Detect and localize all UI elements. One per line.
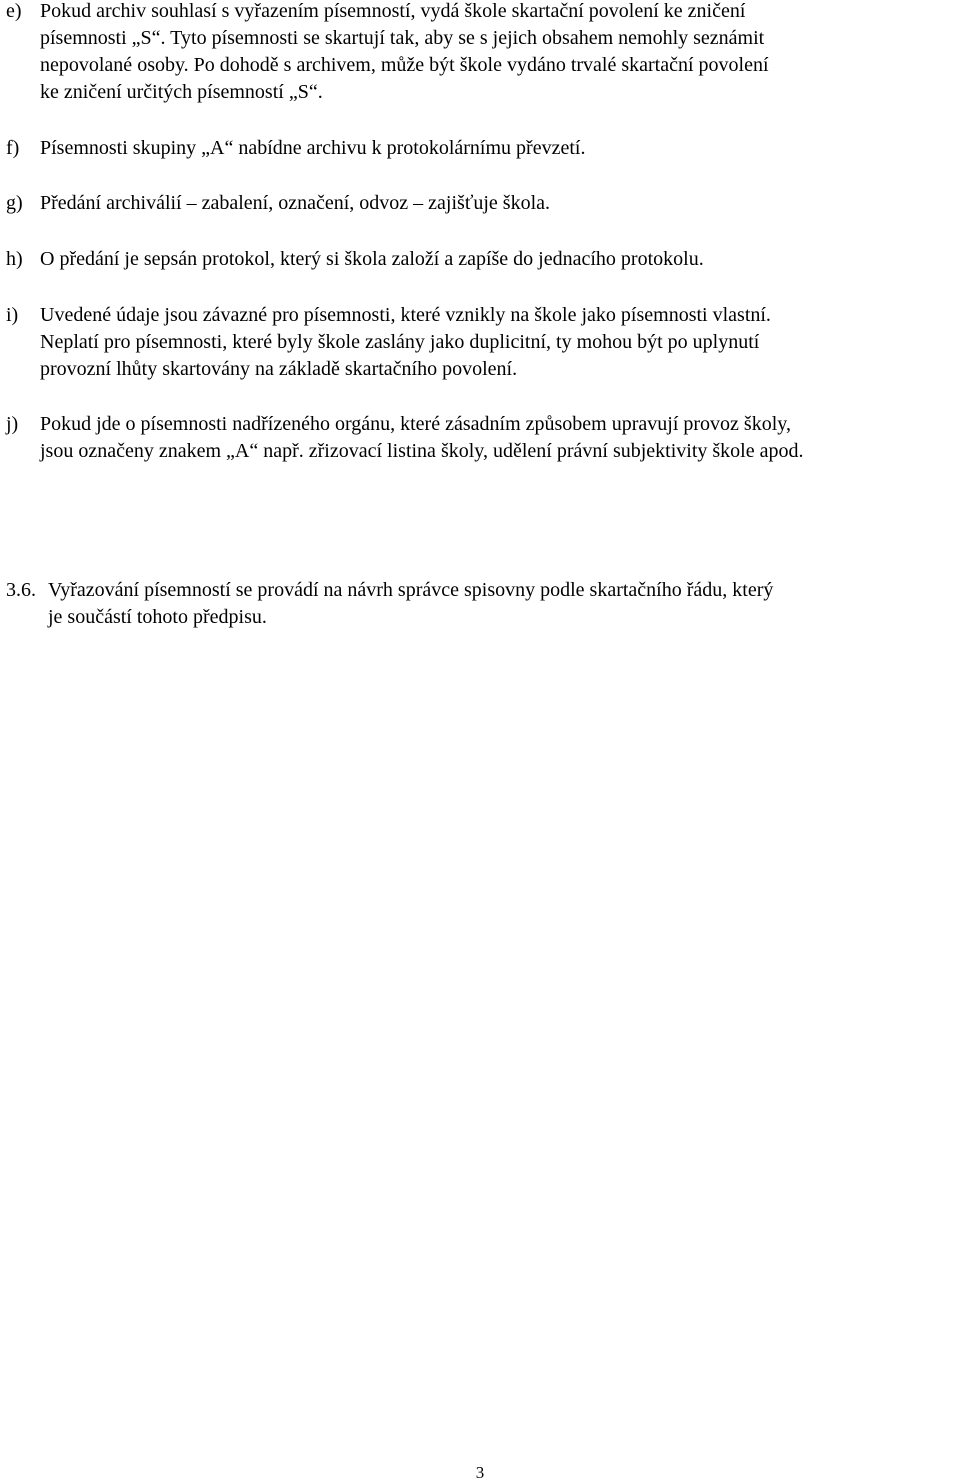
list-item-g — [6, 190, 950, 217]
paragraph-line: je součástí tohoto předpisu. — [48, 606, 267, 628]
paragraph-line: ke zničení určitých písemností „S“. — [40, 81, 323, 103]
list-item-h — [6, 246, 950, 273]
section-3-6 — [6, 577, 950, 631]
paragraph-line: jsou označeny znakem „A“ např. zřizovací listina školy, udělení právní subjektivity škole apod. — [40, 440, 804, 462]
list-marker: e) — [6, 0, 22, 22]
paragraph-line: Pokud archiv souhlasí s vyřazením písemností, vydá škole skartační povolení ke zničení — [40, 0, 746, 22]
paragraph-line: Neplatí pro písemnosti, které byly škole zaslány jako duplicitní, ty mohou být po uplynutí — [40, 331, 760, 353]
list-marker: j) — [6, 413, 19, 435]
paragraph-line: Uvedené údaje jsou závazné pro písemnosti, které vznikly na škole jako písemnosti vlastní. — [40, 304, 771, 326]
list-item-j — [6, 411, 950, 465]
list-marker: i) — [6, 304, 19, 326]
paragraph-line: Pokud jde o písemnosti nadřízeného orgánu, které zásadním způsobem upravují provoz školy, — [40, 413, 791, 435]
paragraph-line: Vyřazování písemností se provádí na návrh správce spisovny podle skartačního řádu, který — [48, 579, 774, 601]
paragraph-line: Předání archiválií – zabalení, označení, odvoz – zajišťuje škola. — [40, 192, 551, 214]
paragraph-line: nepovolané osoby. Po dohodě s archivem, může být škole vydáno trvalé skartační povolení — [40, 54, 769, 76]
list-marker: h) — [6, 248, 23, 270]
list-marker: g) — [6, 192, 23, 214]
paragraph-line: O předání je sepsán protokol, který si škola založí a zapíše do jednacího protokolu. — [40, 248, 704, 270]
paragraph-line: Písemnosti skupiny „A“ nabídne archivu k protokolárnímu převzetí. — [40, 137, 586, 159]
paragraph-line: písemnosti „S“. Tyto písemnosti se skartují tak, aby se s jejich obsahem nemohly seznámit — [40, 27, 765, 49]
page-number: 3 — [475, 1463, 485, 1482]
list-marker: f) — [6, 137, 20, 159]
paragraph-line: provozní lhůty skartovány na základě skartačního povolení. — [40, 358, 518, 380]
section-number: 3.6. — [6, 579, 36, 601]
list-item-e — [6, 0, 950, 106]
list-item-i — [6, 302, 950, 383]
list-item-f — [6, 135, 950, 162]
